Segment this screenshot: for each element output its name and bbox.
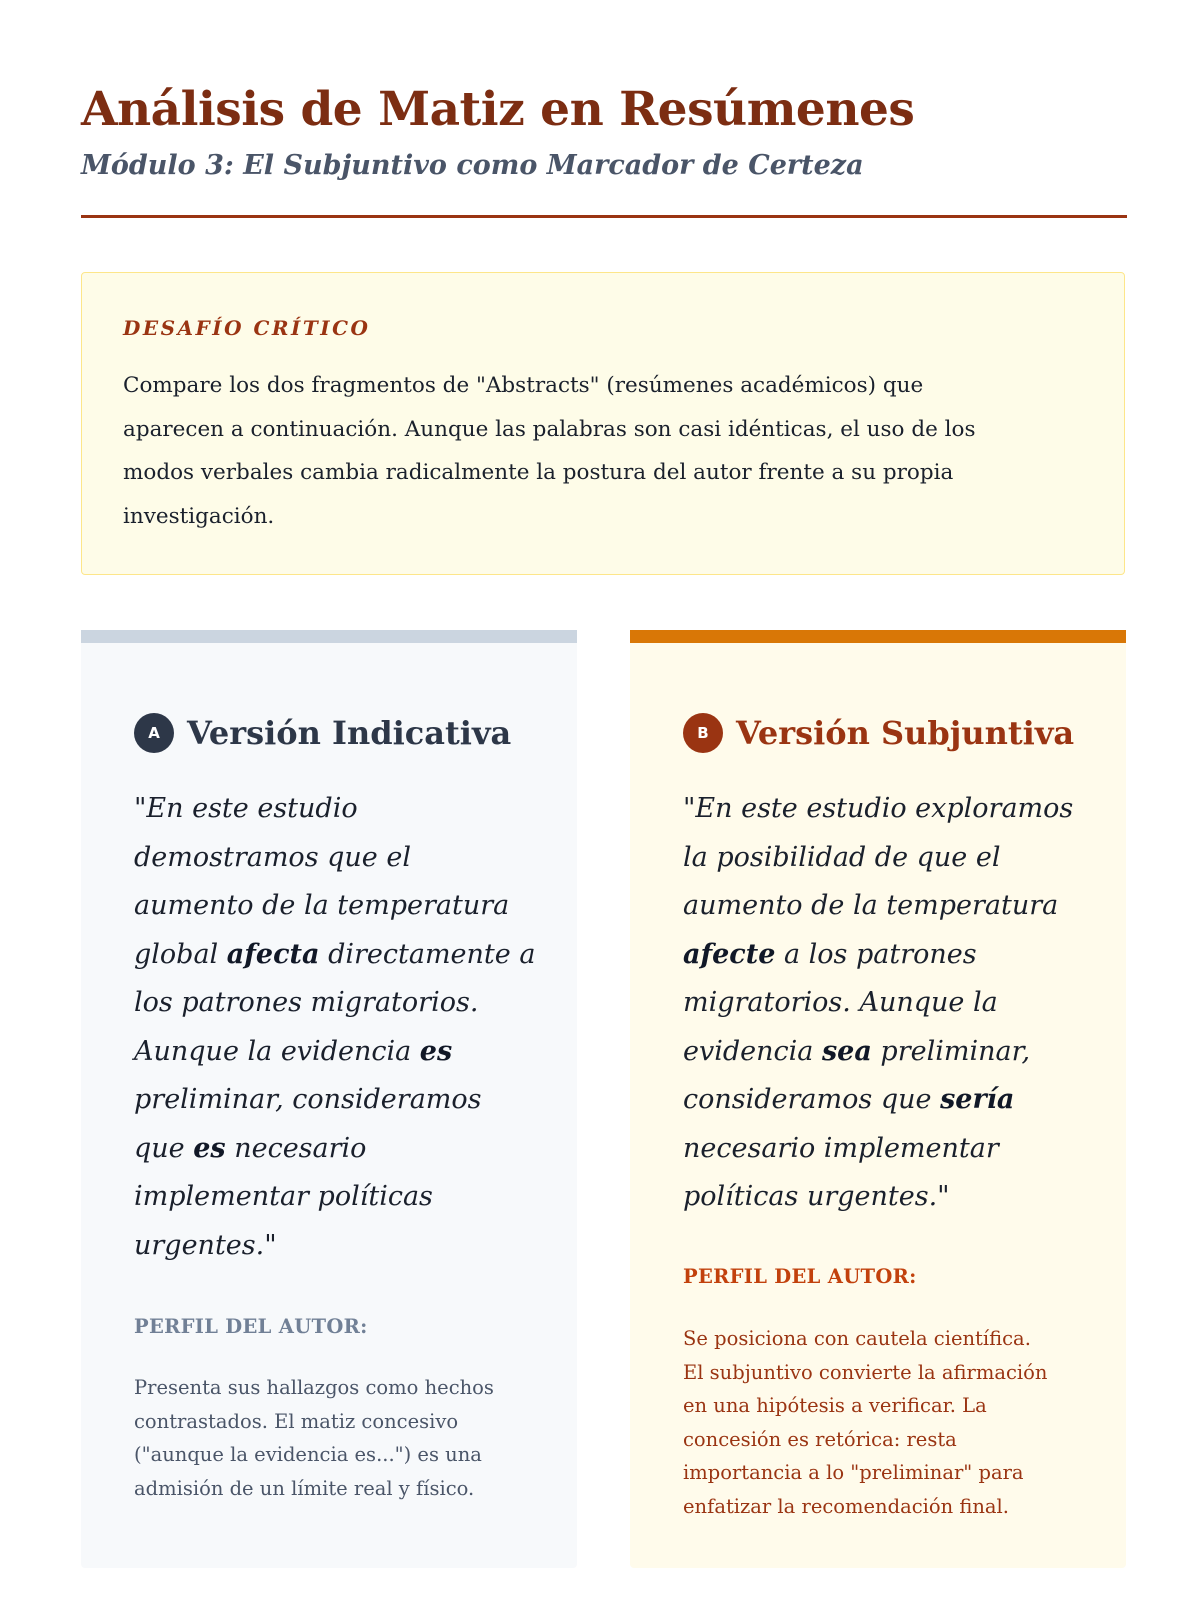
quote-text: consideramos que [683, 1084, 941, 1115]
quote-text: necesario implementar [683, 1132, 999, 1164]
quote-text: aumento de la temperatura [134, 890, 510, 921]
quote-line [134, 834, 539, 883]
profile-line: enfatizar la recomendación final. [683, 1494, 1009, 1518]
quote-text: "En este estudio [134, 793, 358, 824]
quote-text: los patrones migratorios. [134, 987, 479, 1018]
quote-text: urgentes." [134, 1229, 277, 1261]
quote-line [134, 785, 539, 834]
quote-line [134, 931, 539, 980]
quote-line [134, 979, 539, 1028]
quote-line [683, 1076, 1088, 1125]
card-subjunctive-version [630, 630, 1126, 1568]
quote-line [683, 1028, 1088, 1077]
version-badge-b: B [683, 713, 723, 753]
quote-text: directamente a [319, 938, 536, 970]
quote-line [683, 882, 1088, 931]
highlighted-verb: afecta [226, 938, 320, 970]
quote-text: evidencia [683, 1035, 822, 1067]
quote-line [134, 882, 539, 931]
card-title-indicative: Versión Indicativa [187, 714, 512, 752]
quote-text: migratorios. Aunque la [683, 987, 998, 1018]
highlighted-verb: sea [821, 1035, 872, 1067]
card-indicative-version [81, 630, 577, 1568]
quote-text: la posibilidad de que el [683, 841, 1001, 873]
quote-text: "En este estudio exploramos [683, 793, 1074, 824]
quote-text: preliminar, consideramos [134, 1084, 482, 1115]
profile-line: en una hipótesis a verificar. La [683, 1394, 987, 1417]
quote-line [683, 834, 1088, 883]
challenge-line: aparecen a continuación. Aunque las palabras son casi idénticas, el uso de los [123, 416, 976, 442]
profile-line: contrastados. El matiz concesivo [134, 1409, 459, 1433]
profile-line: importancia a lo "preliminar" para [683, 1461, 1024, 1484]
quote-text: implementar políticas [134, 1181, 433, 1212]
quote-text: políticas urgentes." [683, 1181, 950, 1212]
quote-text: demostramos que el [134, 841, 411, 873]
quote-text: preliminar, [871, 1035, 1031, 1067]
quote-text: necesario [225, 1132, 367, 1164]
card-title-subjunctive: Versión Subjuntiva [736, 714, 1075, 752]
quote-text: que [134, 1132, 194, 1164]
quote-line [683, 785, 1088, 834]
highlighted-verb: afecte [683, 938, 776, 970]
profile-line: El subjuntivo convierte la afirmación [683, 1360, 1048, 1384]
challenge-line: modos verbales cambia radicalmente la postura del autor frente a su propia [123, 460, 954, 485]
quote-line [134, 1173, 539, 1222]
quote-text: aumento de la temperatura [683, 890, 1059, 921]
profile-line: Se posiciona con cautela científica. [683, 1327, 1031, 1350]
quote-text: Aunque la evidencia [134, 1035, 420, 1067]
challenge-label: DESAFÍO CRÍTICO [123, 316, 371, 340]
author-profile-text [134, 1371, 534, 1505]
challenge-line: Compare los dos fragmentos de "Abstracts" (resúmenes académicos) que [123, 373, 924, 398]
profile-line: concesión es retórica: resta [683, 1427, 957, 1451]
header-divider [81, 215, 1127, 218]
quote-line [134, 1125, 539, 1174]
profile-line: Presenta sus hallazgos como hechos [134, 1376, 494, 1399]
quote-line [134, 1222, 539, 1271]
quote-line [683, 931, 1088, 980]
quote-subjunctive [683, 785, 1088, 1222]
profile-line: ("aunque la evidencia es...") es una [134, 1443, 482, 1466]
quote-line [134, 1076, 539, 1125]
author-profile-label: PERFIL DEL AUTOR: [683, 1265, 917, 1288]
page-subtitle: Módulo 3: El Subjuntivo como Marcador de Certeza [81, 150, 864, 181]
challenge-text [123, 364, 1053, 538]
highlighted-verb: es [419, 1035, 453, 1067]
profile-line: admisión de un límite real y físico. [134, 1476, 475, 1500]
quote-text: a los patrones [775, 938, 977, 970]
author-profile-text [683, 1322, 1083, 1523]
quote-line [683, 1173, 1088, 1222]
quote-line [683, 979, 1088, 1028]
version-badge-a: A [134, 713, 174, 753]
quote-line [683, 1125, 1088, 1174]
quote-line [134, 1028, 539, 1077]
highlighted-verb: es [193, 1132, 226, 1164]
author-profile-label: PERFIL DEL AUTOR: [134, 1315, 368, 1338]
page-title: Análisis de Matiz en Resúmenes [81, 82, 915, 137]
quote-indicative [134, 785, 539, 1270]
quote-text: global [134, 938, 227, 970]
challenge-line: investigación. [123, 503, 275, 529]
challenge-box [81, 272, 1125, 575]
highlighted-verb: sería [940, 1084, 1015, 1115]
